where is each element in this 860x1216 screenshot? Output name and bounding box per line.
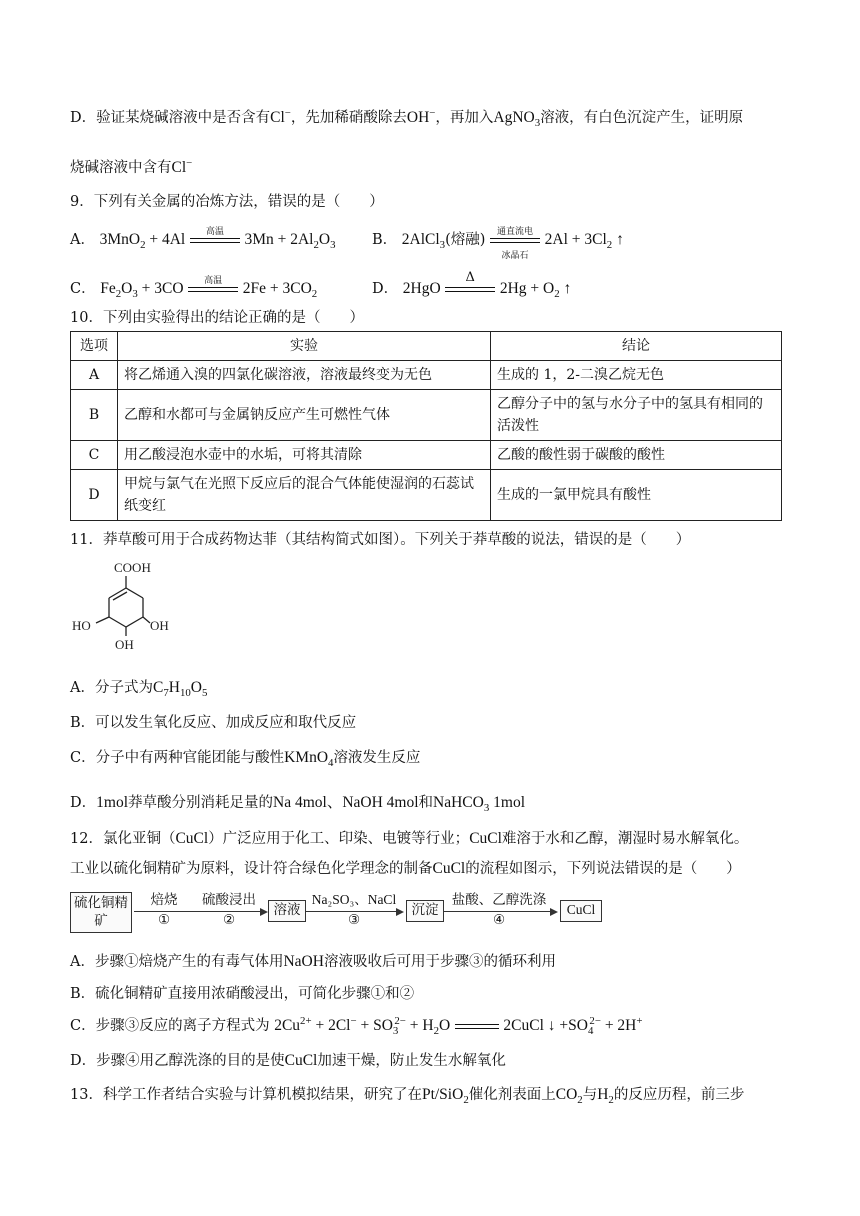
q11-option-c: C．分子中有两种官能团能与酸性KMnO$_4$溶液发生反应 xyxy=(70,749,421,770)
row-option: D xyxy=(71,470,118,521)
q12-flow-diagram xyxy=(70,888,610,932)
q12-option-a: A．步骤①焙烧产生的有毒气体用NaOH溶液吸收后可用于步骤③的循环利用 xyxy=(70,953,556,970)
row-conclusion: 生成的一氯甲烷具有酸性 xyxy=(491,470,782,521)
q10-stem: 10．下列由实验得出的结论正确的是（ ） xyxy=(70,310,364,326)
flow-step3-label: Na₂SO₃、NaCl xyxy=(311,892,397,907)
q12-stem-line1: 12．氯化亚铜（CuCl）广泛应用于化工、印染、电镀等行业；CuCl难溶于水和乙醇，潮湿时易水解氧化。 xyxy=(70,830,749,847)
q8-option-d-line1 xyxy=(70,106,743,129)
flow-box-solution: 溶液 xyxy=(268,900,306,922)
row-conclusion: 乙酸的酸性弱于碳酸的酸性 xyxy=(491,441,782,470)
header-conclusion: 结论 xyxy=(491,332,782,361)
table-row xyxy=(71,361,782,390)
flow-step4-label: 盐酸、乙醇洗涤 xyxy=(451,892,547,908)
row-conclusion: 生成的 1，2-二溴乙烷无色 xyxy=(491,361,782,390)
q8-d-line2-text: 烧碱溶液中含有 xyxy=(70,160,172,176)
svg-text:OH: OH xyxy=(150,618,169,633)
flow-step2-label: 硫酸浸出 xyxy=(202,892,256,908)
table-row xyxy=(71,441,782,470)
q13-stem: 13．科学工作者结合实验与计算机模拟结果，研究了在Pt/SiO$_2$催化剂表面上$CO_2$与$H_2$的反应历程，前三步 xyxy=(70,1086,745,1107)
header-experiment: 实验 xyxy=(118,332,491,361)
q8-option-d-line2 xyxy=(70,156,192,177)
reaction-condition-c: 高温 xyxy=(188,287,238,292)
q12-option-b: B．硫化铜精矿直接用浓硝酸浸出，可简化步骤①和② xyxy=(70,986,415,1002)
q12-option-d: D．步骤④用乙醇洗涤的目的是使CuCl加速干燥，防止发生水解氧化 xyxy=(70,1052,506,1069)
q9-option-a: A． 3MnO$_2$ + 4Al 高温 $3Mn + 2Al_2O_3$ xyxy=(70,226,336,252)
table-row xyxy=(71,390,782,441)
q8-d-text-2: ，先加稀硝酸除去 xyxy=(290,110,407,126)
row-experiment: 将乙烯通入溴的四氯化碳溶液，溶液最终变为无色 xyxy=(118,361,491,390)
shikimic-acid-structure xyxy=(70,560,180,652)
table-header-row xyxy=(71,332,782,361)
q12-stem-line2: 工业以硫化铜精矿为原料，设计符合绿色化学理念的制备CuCl的流程如图示，下列说法错误的是（ ） xyxy=(70,860,741,877)
flow-box-cucl: CuCl xyxy=(560,900,602,922)
flow-step2-num: ② xyxy=(222,912,236,928)
q9-option-c: C． $Fe_2O_3 + 3CO$ 高温 $2Fe + 3CO_2$ xyxy=(70,275,318,301)
flow-step1-num: ① xyxy=(157,912,171,928)
q9-stem: 9．下列有关金属的冶炼方法，错误的是（ ） xyxy=(70,194,384,210)
q8-d-text-4: 溶液，有白色沉淀产生，证明原 xyxy=(540,110,744,126)
row-experiment: 乙醇和水都可与金属钠反应产生可燃性气体 xyxy=(118,390,491,441)
row-conclusion: 乙醇分子中的氢与水分子中的氢具有相同的活泼性 xyxy=(491,390,782,441)
cl-ion: Cl− xyxy=(270,106,291,126)
q11-stem: 11．莽草酸可用于合成药物达菲（其结构简式如图）。下列关于莽草酸的说法，错误的是（ ） xyxy=(70,532,691,548)
reaction-condition-b: 通直流电 冰晶石 xyxy=(490,238,540,243)
reaction-arrow-equals xyxy=(455,1024,499,1029)
svg-text:OH: OH xyxy=(115,637,134,652)
svg-text:COOH: COOH xyxy=(114,560,151,575)
row-experiment: 甲烷与氯气在光照下反应后的混合气体能使湿润的石蕊试纸变红 xyxy=(118,470,491,521)
q8-d-text: D．验证某烧碱溶液中是否含有 xyxy=(70,110,271,126)
q9-option-d: D． 2HgO Δ $2Hg + O_2$ ↑ xyxy=(372,269,572,301)
table-row xyxy=(71,470,782,521)
flow-step3-num: ③ xyxy=(347,912,361,928)
q12-option-c: C．步骤③反应的离子方程式为 $2Cu^{2+} + 2Cl^- + SO_3^{2-} + H_2O$ 2CuCl ↓ $+SO_4^{2-} + 2H^+$ xyxy=(70,1014,643,1038)
q10-table xyxy=(70,331,782,521)
q11-option-b: B．可以发生氧化反应、加成反应和取代反应 xyxy=(70,715,357,731)
q11-option-a: A．分子式为$C_7H_{10}O_5$ xyxy=(70,679,208,700)
row-experiment: 用乙酸浸泡水壶中的水垢，可将其清除 xyxy=(118,441,491,470)
q9-option-b: B． 2AlCl$_3$(熔融) 通直流电 冰晶石 $2Al + 3Cl_2$ ↑ xyxy=(372,226,624,261)
flow-step4-num: ④ xyxy=(492,912,506,928)
svg-text:HO: HO xyxy=(72,618,91,633)
reaction-condition-a: 高温 xyxy=(190,238,240,243)
row-option: C xyxy=(71,441,118,470)
oh-ion: OH− xyxy=(406,106,436,126)
cl-ion-2: Cl− xyxy=(171,156,193,176)
flow-box-ore: 硫化铜精矿 xyxy=(70,892,132,933)
flow-box-precipitate: 沉淀 xyxy=(406,900,444,922)
flow-step1-label: 焙烧 xyxy=(150,892,178,908)
header-option: 选项 xyxy=(71,332,118,361)
q11-option-d: D．1mol莽草酸分别消耗足量的Na 4mol、NaOH 4mol和NaHCO$_3$ 1mol xyxy=(70,794,526,815)
agno3-formula: AgNO$_3$ xyxy=(493,109,541,130)
row-option: A xyxy=(71,361,118,390)
row-option: B xyxy=(71,390,118,441)
q8-d-text-3: ，再加入 xyxy=(435,110,494,126)
reaction-condition-d: Δ xyxy=(445,287,495,292)
